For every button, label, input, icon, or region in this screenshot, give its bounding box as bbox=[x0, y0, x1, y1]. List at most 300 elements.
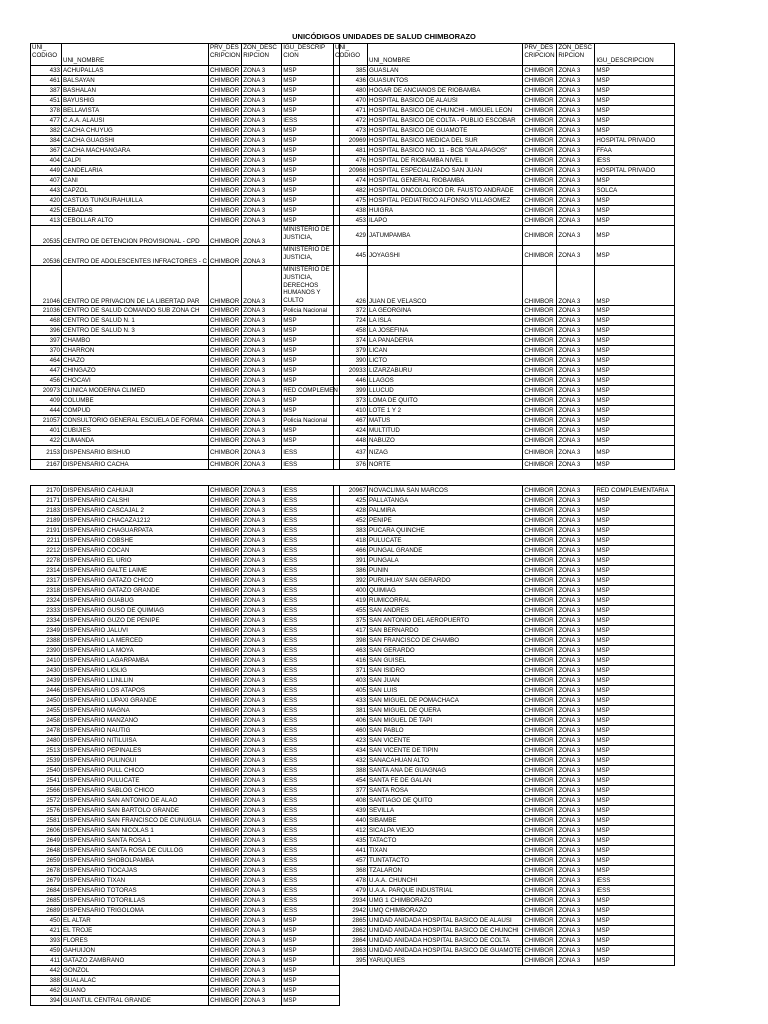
cell-prv: CHIMBOR bbox=[208, 406, 241, 416]
cell-codigo: 440 bbox=[334, 816, 368, 826]
table-row bbox=[334, 516, 675, 526]
cell-igu: MSP bbox=[595, 416, 675, 426]
cell-zon: ZONA 3 bbox=[242, 616, 282, 626]
cell-prv: CHIMBOR bbox=[523, 326, 557, 336]
cell-igu: HOSPITAL PRIVADO bbox=[595, 166, 675, 176]
table-row bbox=[334, 816, 675, 826]
header-codigo: UNI_ CODIGO bbox=[31, 44, 62, 66]
table-row bbox=[31, 986, 340, 996]
cell-zon: ZONA 3 bbox=[242, 186, 282, 196]
cell-igu: MINISTERIO DE JUSTICIA, bbox=[282, 226, 340, 246]
cell-igu: MSP bbox=[595, 756, 675, 766]
cell-nombre: LA ISLA bbox=[368, 316, 523, 326]
cell-codigo: 420 bbox=[31, 196, 62, 206]
cell-zon: ZONA 3 bbox=[557, 246, 595, 266]
cell-igu: MSP bbox=[595, 776, 675, 786]
cell-codigo: 372 bbox=[334, 306, 368, 316]
cell-nombre: GUALALAC bbox=[62, 976, 209, 986]
cell-prv: CHIMBOR bbox=[208, 896, 241, 906]
cell-nombre: GONZOL bbox=[62, 966, 209, 976]
cell-zon: ZONA 3 bbox=[242, 366, 282, 376]
cell-zon: ZONA 3 bbox=[557, 356, 595, 366]
cell-codigo: 386 bbox=[334, 566, 368, 576]
cell-igu: IESS bbox=[282, 696, 340, 706]
table-row bbox=[31, 316, 340, 326]
table-row bbox=[31, 176, 340, 186]
cell-igu: MSP bbox=[282, 166, 340, 176]
cell-codigo: 474 bbox=[334, 176, 368, 186]
cell-nombre: HOSPITAL BASICO DE GUAMOTE bbox=[368, 126, 523, 136]
cell-igu: IESS bbox=[282, 826, 340, 836]
cell-codigo: 398 bbox=[334, 636, 368, 646]
cell-zon: ZONA 3 bbox=[242, 166, 282, 176]
cell-nombre: SAN FRANCISCO DE CHAMBO bbox=[368, 636, 523, 646]
cell-nombre: BALSAYAN bbox=[62, 76, 209, 86]
cell-nombre: MATUS bbox=[368, 416, 523, 426]
table-row bbox=[334, 556, 675, 566]
table-row bbox=[31, 936, 340, 946]
cell-zon: ZONA 3 bbox=[242, 136, 282, 146]
cell-igu: MSP bbox=[595, 856, 675, 866]
table-row bbox=[334, 666, 675, 676]
table-row bbox=[334, 846, 675, 856]
cell-prv: CHIMBOR bbox=[523, 896, 557, 906]
cell-prv: CHIMBOR bbox=[208, 206, 241, 216]
cell-igu: IESS bbox=[282, 546, 340, 556]
cell-codigo: 384 bbox=[31, 136, 62, 146]
cell-nombre: DISPENSARIO LUPAXI GRANDE bbox=[62, 696, 209, 706]
cell-nombre: CENTRO DE SALUD N. 3 bbox=[62, 326, 209, 336]
cell-codigo: 460 bbox=[334, 726, 368, 736]
cell-codigo: 405 bbox=[334, 686, 368, 696]
cell-nombre: SAN LUIS bbox=[368, 686, 523, 696]
page-title: UNICÓDIGOS UNIDADES DE SALUD CHIMBORAZO bbox=[292, 32, 476, 41]
header-igu: IGU_DESCRIPCION bbox=[595, 44, 675, 66]
cell-igu: IESS bbox=[282, 116, 340, 126]
cell-codigo: 428 bbox=[334, 506, 368, 516]
cell-codigo: 21046 bbox=[31, 266, 62, 306]
cell-nombre: CLINICA MODERNA CLIMED bbox=[62, 386, 209, 396]
cell-nombre: GUANTUL CENTRAL GRANDE bbox=[62, 996, 209, 1006]
cell-igu: IESS bbox=[282, 846, 340, 856]
cell-zon: ZONA 3 bbox=[557, 556, 595, 566]
cell-prv: CHIMBOR bbox=[208, 756, 241, 766]
cell-codigo: 425 bbox=[334, 496, 368, 506]
cell-prv: CHIMBOR bbox=[523, 826, 557, 836]
cell-igu: MSP bbox=[595, 686, 675, 696]
cell-nombre: CEBADAS bbox=[62, 206, 209, 216]
cell-igu: MSP bbox=[595, 446, 675, 460]
cell-nombre: PENIPE bbox=[368, 516, 523, 526]
cell-prv: CHIMBOR bbox=[523, 126, 557, 136]
table-row bbox=[31, 546, 340, 556]
cell-igu: MSP bbox=[595, 216, 675, 226]
cell-codigo: 457 bbox=[334, 856, 368, 866]
cell-zon: ZONA 3 bbox=[242, 866, 282, 876]
cell-codigo: 395 bbox=[334, 956, 368, 966]
cell-nombre: SIBAMBE bbox=[368, 816, 523, 826]
cell-prv: CHIMBOR bbox=[523, 656, 557, 666]
cell-igu: MSP bbox=[595, 846, 675, 856]
cell-codigo: 448 bbox=[334, 436, 368, 446]
table-row bbox=[31, 696, 340, 706]
cell-zon: ZONA 3 bbox=[557, 186, 595, 196]
table-row bbox=[31, 746, 340, 756]
cell-igu: MSP bbox=[595, 696, 675, 706]
cell-prv: CHIMBOR bbox=[523, 586, 557, 596]
table-row bbox=[334, 926, 675, 936]
table-row bbox=[31, 66, 340, 76]
cell-prv: CHIMBOR bbox=[208, 776, 241, 786]
table-row bbox=[334, 746, 675, 756]
cell-zon: ZONA 3 bbox=[242, 946, 282, 956]
cell-codigo: 2167 bbox=[31, 460, 62, 470]
table-row bbox=[31, 526, 340, 536]
cell-nombre: DISPENSARIO COBSHE bbox=[62, 536, 209, 546]
cell-zon: ZONA 3 bbox=[557, 836, 595, 846]
cell-nombre: PALLATANGA bbox=[368, 496, 523, 506]
cell-igu: IESS bbox=[282, 526, 340, 536]
cell-nombre: C.A.A. ALAUSI bbox=[62, 116, 209, 126]
cell-igu: MSP bbox=[282, 926, 340, 936]
cell-nombre: COLUMBE bbox=[62, 396, 209, 406]
cell-codigo: 2318 bbox=[31, 586, 62, 596]
cell-zon: ZONA 3 bbox=[242, 936, 282, 946]
cell-codigo: 371 bbox=[334, 666, 368, 676]
cell-codigo: 2862 bbox=[334, 926, 368, 936]
table-row bbox=[31, 946, 340, 956]
table-row bbox=[31, 516, 340, 526]
cell-zon: ZONA 3 bbox=[242, 246, 282, 266]
cell-zon: ZONA 3 bbox=[242, 446, 282, 460]
cell-codigo: 458 bbox=[334, 326, 368, 336]
cell-nombre: DISPENSARIO LA MERCED bbox=[62, 636, 209, 646]
cell-codigo: 20968 bbox=[334, 166, 368, 176]
cell-prv: CHIMBOR bbox=[523, 716, 557, 726]
cell-zon: ZONA 3 bbox=[557, 206, 595, 216]
cell-zon: ZONA 3 bbox=[242, 516, 282, 526]
cell-codigo: 373 bbox=[334, 396, 368, 406]
cell-igu: RED COMPLEMEN bbox=[283, 386, 338, 394]
cell-igu: MSP bbox=[282, 136, 340, 146]
cell-zon: ZONA 3 bbox=[242, 206, 282, 216]
cell-zon: ZONA 3 bbox=[242, 496, 282, 506]
cell-prv: CHIMBOR bbox=[208, 516, 241, 526]
cell-zon: ZONA 3 bbox=[242, 336, 282, 346]
cell-prv: CHIMBOR bbox=[523, 906, 557, 916]
cell-prv: CHIMBOR bbox=[523, 746, 557, 756]
cell-codigo: 481 bbox=[334, 146, 368, 156]
cell-nombre: HOSPITAL GENERAL RIOBAMBA bbox=[368, 176, 523, 186]
cell-prv: CHIMBOR bbox=[208, 686, 241, 696]
cell-zon: ZONA 3 bbox=[557, 96, 595, 106]
table-row bbox=[31, 536, 340, 546]
cell-zon: ZONA 3 bbox=[242, 226, 282, 246]
cell-prv: CHIMBOR bbox=[523, 136, 557, 146]
cell-zon: ZONA 3 bbox=[557, 66, 595, 76]
header-prv: PRV_DES CRIPCION bbox=[523, 44, 557, 66]
cell-igu: SOLCA bbox=[595, 186, 675, 196]
table-row bbox=[31, 906, 340, 916]
cell-prv: CHIMBOR bbox=[208, 76, 241, 86]
cell-codigo: 2388 bbox=[31, 636, 62, 646]
cell-zon: ZONA 3 bbox=[557, 460, 595, 470]
cell-nombre: DISPENSARIO LA MOYA bbox=[62, 646, 209, 656]
cell-codigo: 2606 bbox=[31, 826, 62, 836]
cell-codigo: 435 bbox=[334, 836, 368, 846]
cell-prv: CHIMBOR bbox=[523, 796, 557, 806]
cell-zon: ZONA 3 bbox=[557, 446, 595, 460]
cell-nombre: DISPENSARIO MANZANO bbox=[62, 716, 209, 726]
cell-codigo: 453 bbox=[334, 216, 368, 226]
cell-zon: ZONA 3 bbox=[557, 606, 595, 616]
cell-igu: MSP bbox=[282, 146, 340, 156]
cell-nombre: SAN ISIDRO bbox=[368, 666, 523, 676]
cell-prv: CHIMBOR bbox=[208, 886, 241, 896]
cell-zon: ZONA 3 bbox=[557, 546, 595, 556]
cell-nombre: DISPENSARIO LAGARPAMBA bbox=[62, 656, 209, 666]
cell-zon: ZONA 3 bbox=[242, 996, 282, 1006]
cell-zon: ZONA 3 bbox=[557, 676, 595, 686]
cell-codigo: 2314 bbox=[31, 566, 62, 576]
cell-nombre: DISPENSARIO PULUCATE bbox=[62, 776, 209, 786]
cell-zon: ZONA 3 bbox=[242, 66, 282, 76]
cell-zon: ZONA 3 bbox=[242, 726, 282, 736]
cell-nombre: DISPENSARIO LOS ATAPOS bbox=[62, 686, 209, 696]
table-row bbox=[334, 696, 675, 706]
cell-nombre: SAN BERNARDO bbox=[368, 626, 523, 636]
cell-prv: CHIMBOR bbox=[208, 366, 241, 376]
cell-nombre: SAN GERARDO bbox=[368, 646, 523, 656]
cell-prv: CHIMBOR bbox=[523, 356, 557, 366]
cell-igu: IESS bbox=[282, 576, 340, 586]
cell-igu: MSP bbox=[282, 346, 340, 356]
cell-prv: CHIMBOR bbox=[523, 206, 557, 216]
table-row bbox=[334, 736, 675, 746]
table-row bbox=[31, 416, 340, 426]
cell-igu: MSP bbox=[282, 316, 340, 326]
cell-prv: CHIMBOR bbox=[208, 576, 241, 586]
cell-igu: IESS bbox=[282, 646, 340, 656]
cell-prv: CHIMBOR bbox=[208, 386, 241, 396]
table-row bbox=[334, 676, 675, 686]
table-row bbox=[334, 376, 675, 386]
table-row bbox=[334, 356, 675, 366]
cell-nombre: UNIDAD ANIDADA HOSPITAL BASICO DE ALAUSI bbox=[368, 916, 523, 926]
cell-nombre: CENTRO DE PRIVACION DE LA LIBERTAD PAR bbox=[62, 266, 209, 306]
cell-codigo: 20535 bbox=[31, 226, 62, 246]
cell-nombre: SAN ANDRES bbox=[368, 606, 523, 616]
cell-igu: IESS bbox=[282, 516, 340, 526]
table-row bbox=[31, 426, 340, 436]
cell-prv: CHIMBOR bbox=[208, 166, 241, 176]
cell-nombre: DISPENSARIO CACHA bbox=[62, 460, 209, 470]
cell-igu: MSP bbox=[595, 556, 675, 566]
table-row bbox=[31, 706, 340, 716]
cell-nombre: EL TROJE bbox=[62, 926, 209, 936]
table-row bbox=[31, 486, 340, 496]
cell-igu: IESS bbox=[282, 616, 340, 626]
cell-prv: CHIMBOR bbox=[208, 726, 241, 736]
cell-prv: CHIMBOR bbox=[208, 460, 241, 470]
table-row bbox=[31, 576, 340, 586]
cell-igu: IESS bbox=[282, 666, 340, 676]
table-row bbox=[31, 406, 340, 416]
table-row bbox=[31, 646, 340, 656]
cell-prv: CHIMBOR bbox=[208, 306, 241, 316]
cell-nombre: MULTITUD bbox=[368, 426, 523, 436]
cell-igu: IESS bbox=[282, 786, 340, 796]
cell-zon: ZONA 3 bbox=[557, 936, 595, 946]
cell-nombre: LOTE 1 Y 2 bbox=[368, 406, 523, 416]
table-row bbox=[334, 116, 675, 126]
cell-nombre: PUNIN bbox=[368, 566, 523, 576]
cell-nombre: CACHA CHUYUG bbox=[62, 126, 209, 136]
cell-zon: ZONA 3 bbox=[242, 906, 282, 916]
cell-zon bbox=[557, 470, 595, 486]
cell-zon: ZONA 3 bbox=[242, 536, 282, 546]
cell-codigo: 2153 bbox=[31, 446, 62, 460]
cell-prv: CHIMBOR bbox=[523, 396, 557, 406]
cell-prv: CHIMBOR bbox=[523, 816, 557, 826]
cell-zon: ZONA 3 bbox=[557, 756, 595, 766]
cell-nombre: SANTIAGO DE QUITO bbox=[368, 796, 523, 806]
cell-prv: CHIMBOR bbox=[523, 916, 557, 926]
cell-prv: CHIMBOR bbox=[208, 546, 241, 556]
table-row bbox=[334, 796, 675, 806]
cell-zon: ZONA 3 bbox=[557, 166, 595, 176]
cell-zon: ZONA 3 bbox=[242, 786, 282, 796]
cell-zon: ZONA 3 bbox=[557, 636, 595, 646]
cell-nombre: DISPENSARIO SHOBOLPAMBA bbox=[62, 856, 209, 866]
cell-codigo: 403 bbox=[334, 676, 368, 686]
cell-prv: CHIMBOR bbox=[208, 536, 241, 546]
table-row bbox=[334, 346, 675, 356]
cell-codigo: 367 bbox=[31, 146, 62, 156]
cell-prv: CHIMBOR bbox=[523, 556, 557, 566]
cell-igu: MSP bbox=[282, 396, 340, 406]
cell-prv: CHIMBOR bbox=[523, 646, 557, 656]
cell-codigo: 477 bbox=[31, 116, 62, 126]
table-row bbox=[334, 956, 675, 966]
cell-nombre: PALMIRA bbox=[368, 506, 523, 516]
cell-prv: CHIMBOR bbox=[208, 666, 241, 676]
cell-prv: CHIMBOR bbox=[208, 426, 241, 436]
cell-igu: MSP bbox=[595, 226, 675, 246]
cell-nombre: SANTA ANA DE GUAGNAG bbox=[368, 766, 523, 776]
cell-codigo: 2446 bbox=[31, 686, 62, 696]
cell-zon: ZONA 3 bbox=[557, 666, 595, 676]
cell-igu: MSP bbox=[282, 956, 340, 966]
cell-zon: ZONA 3 bbox=[242, 886, 282, 896]
cell-prv: CHIMBOR bbox=[523, 106, 557, 116]
cell-nombre: LICTO bbox=[368, 356, 523, 366]
cell-nombre: PURUHUAY SAN GERARDO bbox=[368, 576, 523, 586]
cell-nombre: SAN VICENTE DE TIPIN bbox=[368, 746, 523, 756]
header-nombre: UNI_NOMBRE bbox=[368, 44, 523, 66]
table-row bbox=[31, 896, 340, 906]
cell-igu: MSP bbox=[595, 566, 675, 576]
cell-prv: CHIMBOR bbox=[523, 246, 557, 266]
cell-zon: ZONA 3 bbox=[557, 626, 595, 636]
table-row bbox=[334, 596, 675, 606]
cell-zon: ZONA 3 bbox=[242, 86, 282, 96]
cell-prv: CHIMBOR bbox=[208, 156, 241, 166]
cell-nombre: DISPENSARIO GUZO DE PENIPE bbox=[62, 616, 209, 626]
cell-prv: CHIMBOR bbox=[208, 816, 241, 826]
cell-igu: MSP bbox=[282, 916, 340, 926]
cell-codigo: 2333 bbox=[31, 606, 62, 616]
cell-codigo: 2183 bbox=[31, 506, 62, 516]
table-row bbox=[334, 126, 675, 136]
cell-codigo: 2864 bbox=[334, 936, 368, 946]
cell-nombre: DISPENSARIO SANTA ROSA 1 bbox=[62, 836, 209, 846]
header-prv: PRV_DES CRIPCION bbox=[208, 44, 241, 66]
table-row bbox=[31, 146, 340, 156]
cell-prv: CHIMBOR bbox=[523, 176, 557, 186]
table-row bbox=[31, 186, 340, 196]
cell-zon: ZONA 3 bbox=[557, 386, 595, 396]
cell-zon: ZONA 3 bbox=[557, 176, 595, 186]
cell-prv: CHIMBOR bbox=[208, 416, 241, 426]
table-row bbox=[334, 306, 675, 316]
table-row bbox=[334, 536, 675, 546]
cell-codigo: 396 bbox=[31, 326, 62, 336]
cell-igu: IESS bbox=[282, 746, 340, 756]
cell-codigo: 471 bbox=[334, 106, 368, 116]
cell-igu: IESS bbox=[282, 716, 340, 726]
cell-zon: ZONA 3 bbox=[242, 876, 282, 886]
cell-zon: ZONA 3 bbox=[242, 926, 282, 936]
cell-codigo: 2349 bbox=[31, 626, 62, 636]
cell-nombre: DISPENSARIO LLINLLIN bbox=[62, 676, 209, 686]
cell-nombre: DISPENSARIO TOTORILLAS bbox=[62, 896, 209, 906]
cell-igu: IESS bbox=[282, 506, 340, 516]
table-row bbox=[31, 886, 340, 896]
cell-zon: ZONA 3 bbox=[242, 406, 282, 416]
cell-nombre: JOYAGSHI bbox=[368, 246, 523, 266]
cell-igu: MSP bbox=[282, 356, 340, 366]
cell-igu: MSP bbox=[282, 76, 340, 86]
table-row bbox=[334, 66, 675, 76]
cell-codigo: 2863 bbox=[334, 946, 368, 956]
cell-prv: CHIMBOR bbox=[208, 96, 241, 106]
table-row bbox=[31, 796, 340, 806]
cell-igu: MSP bbox=[282, 96, 340, 106]
cell-zon: ZONA 3 bbox=[557, 826, 595, 836]
table-row bbox=[31, 756, 340, 766]
cell-zon: ZONA 3 bbox=[557, 316, 595, 326]
cell-codigo: 388 bbox=[334, 766, 368, 776]
cell-codigo: 436 bbox=[334, 76, 368, 86]
cell-igu: MSP bbox=[595, 646, 675, 656]
cell-nombre: GATAZO ZAMBRANO bbox=[62, 956, 209, 966]
cell-codigo: 392 bbox=[334, 576, 368, 586]
cell-prv: CHIMBOR bbox=[523, 686, 557, 696]
cell-codigo: 2942 bbox=[334, 906, 368, 916]
cell-codigo: 2684 bbox=[31, 886, 62, 896]
cell-igu: MSP bbox=[595, 726, 675, 736]
table-row bbox=[334, 916, 675, 926]
cell-nombre: DISPENSARIO EL URIO bbox=[62, 556, 209, 566]
header-zon: ZON_DESC RIPCION bbox=[242, 44, 282, 66]
cell-zon: ZONA 3 bbox=[242, 116, 282, 126]
cell-codigo: 21057 bbox=[31, 416, 62, 426]
cell-prv: CHIMBOR bbox=[523, 86, 557, 96]
cell-nombre: GUASUNTOS bbox=[368, 76, 523, 86]
cell-nombre: SANACAHUAN ALTO bbox=[368, 756, 523, 766]
cell-codigo: 400 bbox=[334, 586, 368, 596]
